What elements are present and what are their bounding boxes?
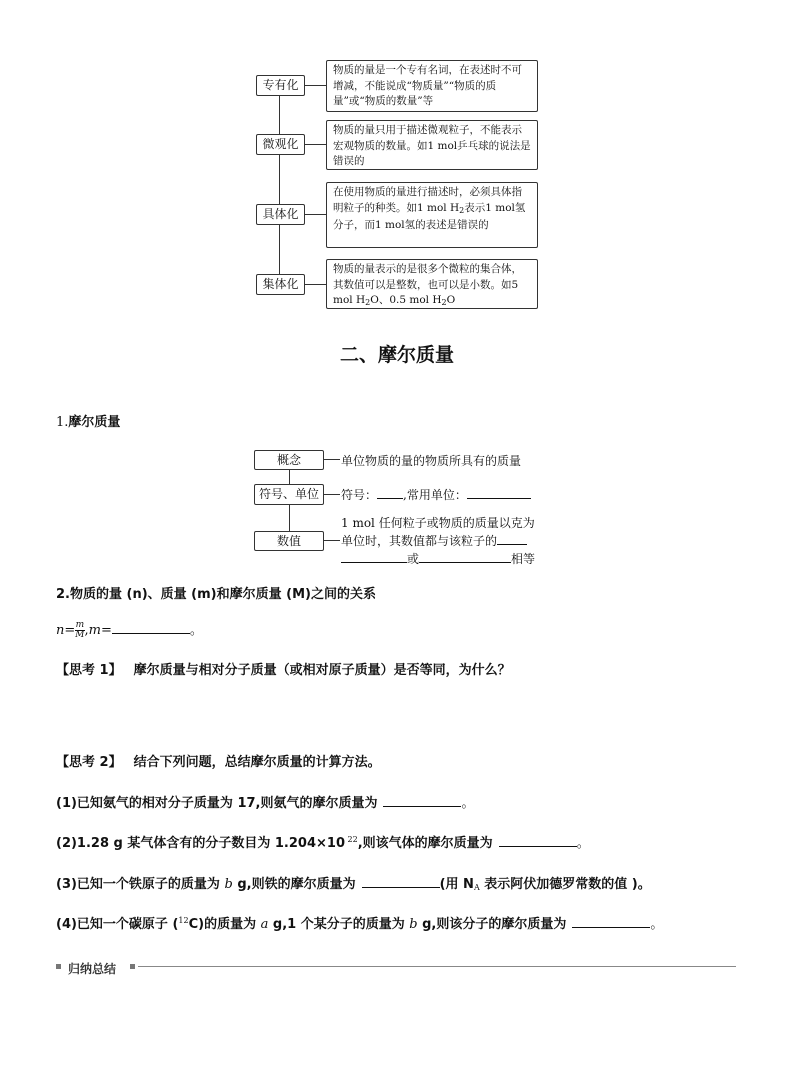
text: (2)1.28 g 某气体含有的分子数目为 1.204×10 [56, 836, 345, 851]
superscript: 12 [178, 916, 189, 925]
formula [56, 619, 203, 640]
summary-label: 归纳总结 [68, 962, 117, 976]
tree1-text-concrete [326, 182, 538, 248]
text: 物质的量表示的是很多个微粒的集合体，其数值可以是整数，也可以是小数。如5 mol H [333, 263, 522, 306]
text: ,则该气体的摩尔质量为 [357, 836, 493, 851]
formula-blank [112, 621, 190, 634]
text: O、0.5 mol H [370, 294, 442, 306]
tree2-label-symbol: 符号、单位 [254, 484, 324, 505]
blank [419, 550, 511, 563]
think-tag: 【思考 2】 [56, 755, 122, 770]
var: b [224, 877, 233, 892]
answer-blank [572, 915, 650, 928]
think-tag: 【思考 1】 [56, 663, 122, 678]
tree1-trunk [279, 94, 280, 284]
text: g,1 个某分子的质量为 [268, 917, 410, 932]
tree1-text-specialized: 物质的量是一个专有名词，在表述时不可增减，不能说成“物质量”“物质的质量”或“物质的数量”等 [326, 60, 538, 112]
think-text: 摩尔质量与相对分子质量（或相对原子质量）是否等同，为什么？ [133, 663, 511, 678]
connector [303, 144, 326, 145]
answer-blank [499, 834, 577, 847]
tree1-text-collective [326, 259, 538, 309]
text: (1)已知氨气的相对分子质量为 17,则氨气的摩尔质量为 [56, 796, 378, 811]
text: g,则该分子的摩尔质量为 [417, 917, 567, 932]
text: M [75, 630, 85, 640]
question-1 [56, 792, 475, 811]
square-bullet-icon [56, 964, 61, 969]
text: 相等 [511, 552, 536, 566]
tree1-label-specialized: 专有化 [256, 75, 305, 96]
text: 。 [461, 796, 475, 811]
text: = [100, 623, 112, 638]
tree2-value-text [341, 515, 535, 568]
text: ,常用单位： [403, 488, 467, 502]
question-2 [56, 832, 590, 851]
think2 [56, 751, 381, 770]
item-title: 摩尔质量 [68, 415, 121, 430]
blank [341, 550, 407, 563]
connector [323, 540, 340, 541]
answer-blank [362, 875, 440, 888]
text: 单位时，其数值都与该粒子的 [341, 534, 498, 548]
var: n [56, 623, 65, 638]
text: g,则铁的摩尔质量为 [232, 877, 356, 892]
text: 1 mol 任何粒子或物质的质量以克为 [341, 516, 535, 530]
subscript: 2 [441, 298, 447, 307]
text: (用 N [439, 877, 474, 892]
fraction [75, 621, 84, 640]
blank [497, 532, 527, 545]
think-text: 结合下列问题，总结摩尔质量的计算方法。 [133, 755, 381, 770]
text: , [84, 623, 89, 638]
connector [323, 459, 340, 460]
divider [138, 966, 736, 967]
summary-bar [56, 960, 736, 976]
connector [303, 214, 326, 215]
text: 符号： [341, 488, 378, 502]
var: m [88, 623, 101, 638]
item1-heading [56, 411, 120, 430]
tree2-concept-text: 单位物质的量的物质所具有的质量 [341, 454, 522, 468]
tree1-label-collective: 集体化 [256, 274, 305, 295]
item-number: 1. [56, 415, 69, 430]
blank [377, 486, 403, 499]
connector [303, 284, 326, 285]
tree2-symbol-text [341, 486, 531, 503]
tree2-label-value: 数值 [254, 531, 324, 551]
item2-heading: 2.物质的量 (n)、质量 (m)和摩尔质量 (M)之间的关系 [56, 587, 376, 602]
text: 表示阿伏加德罗常数的值 )。 [479, 877, 651, 892]
answer-blank [383, 794, 461, 807]
square-bullet-icon [130, 964, 135, 969]
connector [303, 85, 326, 86]
think1 [56, 659, 511, 678]
text: 在使用物质的量进行描述时，必须具体指明粒子的种类。如1 mol H [333, 186, 522, 214]
var: a [260, 917, 269, 932]
question-4 [56, 913, 663, 932]
text: C)的质量为 [188, 917, 261, 932]
subscript: A [473, 883, 480, 892]
text: m [75, 620, 85, 630]
subscript: 2 [459, 205, 465, 215]
tree1-text-micro: 物质的量只用于描述微观粒子，不能表示宏观物质的数量。如1 mol乒乓球的说法是错误的 [326, 120, 538, 170]
text: = [64, 623, 76, 638]
text: 。 [189, 623, 203, 638]
tree2-label-concept: 概念 [254, 450, 324, 470]
question-3 [56, 873, 651, 892]
text: (3)已知一个铁原子的质量为 [56, 877, 225, 892]
superscript: 22 [345, 835, 358, 844]
section-title: 二、摩尔质量 [339, 344, 454, 366]
blank [467, 486, 531, 499]
text: (4)已知一个碳原子 ( [56, 917, 179, 932]
subscript: 2 [365, 298, 371, 307]
text: 表示1 mol氢分子，而1 mol氢的表述是错误的 [333, 201, 526, 231]
text: 。 [650, 917, 664, 932]
connector [323, 494, 340, 495]
tree1-label-micro: 微观化 [256, 134, 305, 155]
text: 或 [407, 552, 420, 566]
text: O [446, 294, 456, 306]
var: b [409, 917, 418, 932]
tree1-label-concrete: 具体化 [256, 204, 305, 225]
text: 。 [576, 836, 590, 851]
